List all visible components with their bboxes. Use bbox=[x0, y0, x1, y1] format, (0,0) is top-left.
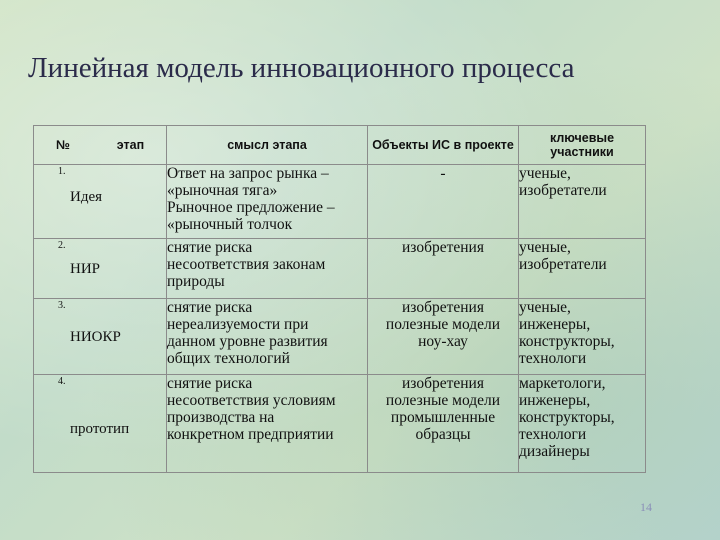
row-number: 3. bbox=[58, 300, 66, 311]
meaning-cell-line: снятие риска bbox=[167, 375, 253, 392]
participants-cell-line: ученые, bbox=[519, 165, 571, 182]
row-number: 1. bbox=[58, 166, 66, 177]
objects-cell bbox=[368, 375, 519, 473]
objects-cell bbox=[368, 299, 519, 375]
stage-name: Идея bbox=[70, 189, 103, 205]
objects-cell-line: полезные модели bbox=[385, 392, 501, 409]
row-number: 2. bbox=[58, 240, 66, 251]
objects-cell-line: промышленные bbox=[390, 409, 496, 426]
stage-cell bbox=[34, 299, 167, 375]
header-participants: ключевые участники bbox=[519, 126, 646, 165]
objects-cell-line: изобретения bbox=[402, 239, 484, 256]
participants-cell-line: технологи bbox=[519, 426, 587, 443]
objects-cell-line: - bbox=[440, 165, 446, 182]
row-number: 4. bbox=[58, 376, 66, 387]
header-objects: Объекты ИС в проекте bbox=[368, 126, 519, 165]
meaning-cell-line: несоответствия условиям bbox=[167, 392, 336, 409]
participants-cell-line: изобретатели bbox=[519, 182, 607, 199]
participants-cell-line: ученые, bbox=[519, 239, 571, 256]
objects-cell-line: изобретения bbox=[402, 299, 484, 316]
table-row bbox=[34, 239, 646, 299]
header-num: № bbox=[55, 138, 70, 152]
participants-cell-line: изобретатели bbox=[519, 256, 607, 273]
meaning-cell-line: Рыночное предложение – bbox=[167, 199, 335, 216]
meaning-cell-line: «рыночный толчок bbox=[167, 216, 293, 233]
objects-cell bbox=[368, 239, 519, 299]
meaning-cell-line: «рыночная тяга» bbox=[167, 182, 278, 199]
participants-cell-line: инженеры, bbox=[519, 316, 591, 333]
participants-cell-line: технологи bbox=[519, 350, 587, 367]
stage-name: прототип bbox=[70, 421, 130, 437]
header-meaning: смысл этапа bbox=[167, 126, 368, 165]
objects-cell-line: изобретения bbox=[402, 375, 484, 392]
meaning-cell bbox=[167, 239, 368, 299]
meaning-cell-line: природы bbox=[167, 273, 225, 290]
stage-cell bbox=[34, 239, 167, 299]
participants-cell-line: маркетологи, bbox=[519, 375, 606, 392]
table-row bbox=[34, 165, 646, 239]
stage-cell bbox=[34, 375, 167, 473]
meaning-cell-line: снятие риска bbox=[167, 299, 253, 316]
objects-cell-line: образцы bbox=[415, 426, 471, 443]
meaning-cell-line: конкретном предприятии bbox=[167, 426, 334, 443]
participants-cell-line: дизайнеры bbox=[519, 443, 590, 460]
header-num-stage bbox=[34, 126, 167, 165]
meaning-cell-line: производства на bbox=[167, 409, 275, 426]
meaning-cell bbox=[167, 375, 368, 473]
innovation-process-table bbox=[33, 125, 646, 473]
stage-cell bbox=[34, 165, 167, 239]
stage-name: НИОКР bbox=[70, 329, 121, 345]
stage-name: НИР bbox=[70, 261, 101, 277]
objects-cell-line: полезные модели bbox=[385, 316, 501, 333]
participants-cell bbox=[519, 375, 646, 473]
slide-title: Линейная модель инновационного процесса bbox=[28, 52, 575, 84]
meaning-cell-line: Ответ на запрос рынка – bbox=[167, 165, 329, 182]
meaning-cell bbox=[167, 165, 368, 239]
meaning-cell-line: данном уровне развития bbox=[167, 333, 328, 350]
meaning-cell bbox=[167, 299, 368, 375]
participants-cell bbox=[519, 165, 646, 239]
header-stage: этап bbox=[116, 138, 145, 152]
participants-cell-line: конструкторы, bbox=[519, 333, 615, 350]
participants-cell bbox=[519, 299, 646, 375]
page-number: 14 bbox=[640, 500, 652, 514]
meaning-cell-line: несоответствия законам bbox=[167, 256, 326, 273]
table-header-row bbox=[34, 126, 646, 165]
objects-cell bbox=[368, 165, 519, 239]
participants-cell-line: инженеры, bbox=[519, 392, 591, 409]
participants-cell-line: конструкторы, bbox=[519, 409, 615, 426]
table-row bbox=[34, 375, 646, 473]
participants-cell-line: ученые, bbox=[519, 299, 571, 316]
participants-cell bbox=[519, 239, 646, 299]
meaning-cell-line: нереализуемости при bbox=[167, 316, 309, 333]
meaning-cell-line: общих технологий bbox=[167, 350, 290, 367]
objects-cell-line: ноу-хау bbox=[418, 333, 468, 350]
table-row bbox=[34, 299, 646, 375]
meaning-cell-line: снятие риска bbox=[167, 239, 253, 256]
